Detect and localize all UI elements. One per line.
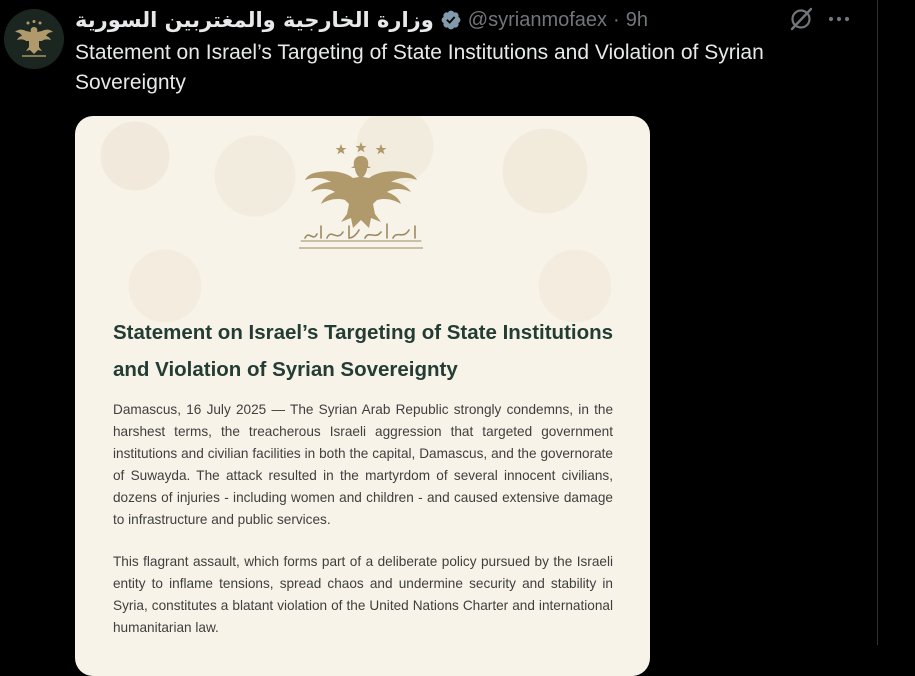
verified-badge-icon[interactable] bbox=[440, 9, 462, 31]
document-paragraph-1: Damascus, 16 July 2025 — The Syrian Arab Republic strongly condemns, in the harshest terms, the treacherous Israeli aggression that targeted government institutions and civilian facilities in both the capital, Damascus, and the governorate of Suwayda. The attack resulted in the martyrdom of several innocent civilians, dozens of injuries - including women and children - and caused extensive damage to infrastructure and public services. bbox=[113, 402, 613, 527]
avatar[interactable] bbox=[4, 9, 64, 69]
column-divider bbox=[877, 0, 878, 645]
document-title: Statement on Israel’s Targeting of State Institutions and Violation of Syrian Sovereignty bbox=[113, 321, 614, 381]
grok-icon[interactable] bbox=[788, 6, 814, 32]
more-icon[interactable] bbox=[826, 6, 852, 32]
tweet-header bbox=[75, 6, 648, 34]
ministry-logotype-icon bbox=[291, 216, 431, 254]
tweet-text: Statement on Israel’s Targeting of State Institutions and Violation of Syrian Sovereignty bbox=[75, 41, 764, 94]
eagle-logo-icon bbox=[12, 17, 56, 61]
post-time[interactable]: 9h bbox=[625, 8, 648, 31]
user-handle[interactable]: @syrianmofaex bbox=[467, 8, 608, 31]
display-name[interactable]: وزارة الخارجية والمغتربين السورية bbox=[75, 8, 434, 32]
document-paragraph-2: This flagrant assault, which forms part of a deliberate policy pursued by the Israeli entity to inflame tensions, spread chaos and undermine security and stability in Syria, constitutes a blatant violation of the United Nations Charter and international humanitarian law. bbox=[113, 554, 613, 635]
tweet-image[interactable] bbox=[75, 116, 650, 676]
separator-dot: · bbox=[613, 8, 620, 31]
